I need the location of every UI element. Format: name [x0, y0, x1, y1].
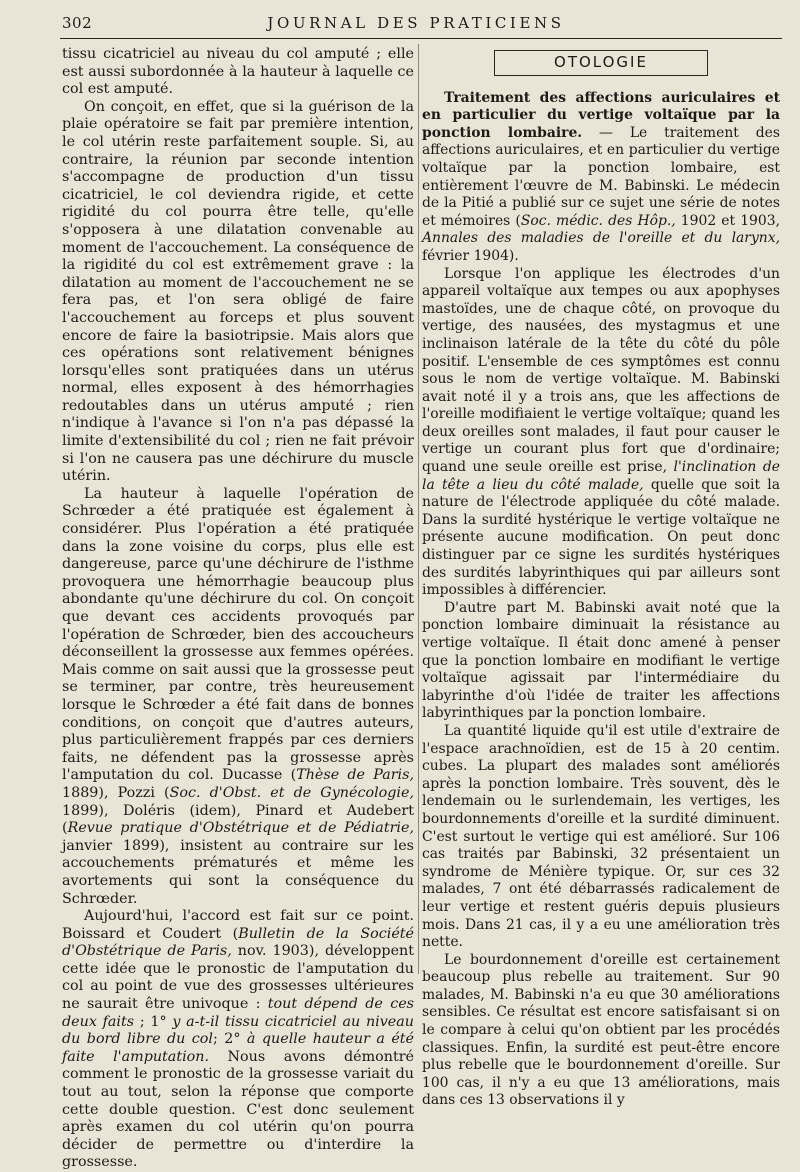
- paragraph-text: janvier 1899), insistent au contraire sur les accouchements prématurés et même les avortements qui sont la conséquence du Schrœder.: [62, 837, 414, 907]
- paragraph-text: nov. 1903), développent cette idée que le pronostic de l'amputation du col au point de vue des grossesses ultérieures ne saurait être univoque :: [62, 943, 414, 1013]
- paragraph: tissu cicatriciel au niveau du col amputé ; elle est aussi subordonnée à la hauteur à laquelle ce col est amputé.: [62, 46, 414, 98]
- paragraph-text: La hauteur à laquelle l'opération de Schrœder a été pratiquée est également à considérer. Plus l'opération a été pratiquée dans la zone voisine du corps, plus elle est dangereuse, parce qu'une déchirure de l'isthme provoquera une hémorrhagie beaucoup plus abondante qu'une déchirure du col. On conçoit que devant ces accidents provoqués par l'opération de Schrœder, bien des accoucheurs déconseillent la grossesse aux femmes opérées. Mais comme on sait aussi que la grossesse peut se terminer, par contre, très heureusement lorsque le Schrœder a été fait dans de bonnes conditions, on conçoit que d'autres auteurs, plus particulièrement frappés par ces derniers faits, ne défendent pas la grossesse après l'amputation du col. Ducasse (: [62, 485, 414, 784]
- paragraph-text: Nous avons démontré comment le pronostic de la grossesse variait du tout au tout, selon la réponse que comporte cette double question. C'est donc seulement après examen du col utérin qu'on pourra décider de permettre ou d'interdire la grossesse.: [62, 1048, 415, 1171]
- page-number: 302: [62, 14, 93, 32]
- citation: Soc. médic. des Hôp.,: [520, 212, 676, 229]
- paragraph: [422, 266, 780, 600]
- citation: Thèse de Paris,: [296, 767, 415, 784]
- citation: Annales des maladies de l'oreille et du larynx,: [422, 230, 780, 247]
- left-column: [62, 46, 414, 1172]
- section-heading: OTOLOGIE: [494, 50, 708, 76]
- paragraph-text: 1889), Pozzi (: [62, 784, 170, 801]
- emphasis: tout dépend de ces deux faits: [62, 996, 414, 1030]
- paragraph-text: — Le traitement des affections auriculaires, et en particulier du vertige voltaïque par la ponction lombaire, est entièrement l'œuvre de M. Babinski. Le médecin de la Pitié a publié sur ce sujet une série de notes et mémoires (: [422, 124, 780, 229]
- paragraph-text: ; 2°: [212, 1031, 247, 1048]
- paragraph-text: 1899), Doléris (idem), Pinard et Audebert (: [62, 802, 414, 837]
- citation: Revue pratique d'Obstétrique et de Pédiatrie,: [67, 820, 414, 837]
- emphasis: y a-t-il tissu cicatriciel au niveau du bord libre du col: [62, 1013, 414, 1048]
- paragraph: [422, 90, 780, 266]
- citation: Soc. d'Obst. et de Gynécologie,: [169, 784, 414, 801]
- paragraph: On conçoit, en effet, que si la guérison de la plaie opératoire se fait par première intention, le col utérin reste parfaitement souple. Si, au contraire, la réunion par seconde intention s'accompagne de production d'un tissu cicatriciel, le col deviendra rigide, et cette rigidité du col pourra être telle, qu'elle s'opposera à une dilatation convenable au moment de l'accouchement. La conséquence de la rigidité du col est extrêmement grave : la dilatation au moment de l'accouchement ne se fera pas, et l'on sera obligé de faire l'accouchement au forceps et plus souvent encore de faire la basiotripsie. Mais alors que ces opérations sont relativement bénignes lorsqu'elles sont pratiquées dans un utérus normal, elles exposent à des hémorrhagies redoutables dans un utérus amputé ; rien n'indique à l'avance si l'on n'a pas dépassé la limite d'extensibilité du col ; rien ne fait prévoir si l'on ne causera pas une déchirure du muscle utérin.: [62, 98, 414, 485]
- emphasis: l'inclination de la tête a lieu du côté malade,: [422, 459, 780, 493]
- paragraph-text: février 1904).: [422, 247, 519, 264]
- paragraph: [62, 486, 414, 908]
- paragraph-text: 1902 et 1903,: [675, 212, 780, 229]
- running-head: [62, 10, 770, 36]
- paragraph-text: quelle que soit la nature de l'électrode appliquée du côté malade. Dans la surdité hystérique le vertige voltaïque ne présente aucune modification. On peut donc distinguer par ce signe les surdités hystériques des surdités labyrinthiques qui par ailleurs sont impossibles à différencier.: [422, 476, 780, 599]
- article-title: Traitement des affections auriculaires et en particulier du vertige voltaïque par la ponction lombaire.: [422, 89, 780, 141]
- paragraph: La quantité liquide qu'il est utile d'extraire de l'espace arachnoïdien, est de 15 à 20 centim. cubes. La plupart des malades sont améliorés après la ponction lombaire. Très souvent, dès le lendemain ou le surlendemain, les vertiges, les bourdonnements d'oreille et la surdité diminuent. C'est surtout le vertige qui est amélioré. Sur 106 cas traités par Babinski, 32 présentaient un syndrome de Ménière typique. Or, sur ces 32 malades, 7 ont été débarrassés radicalement de leur vertige et restent guéris depuis plusieurs mois. Dans 21 cas, il y a eu une amélioration très nette.: [422, 722, 780, 951]
- paragraph-text: Lorsque l'on applique les électrodes d'un appareil voltaïque aux tempes ou aux apophyses mastoïdes, une de chaque côté, on provoque du vertige, des nausées, des mystagmus et une inclinaison latérale de la tête du côté du pôle positif. L'ensemble de ces symptômes est connu sous le nom de vertige voltaïque. M. Babinski avait noté il y a trois ans, que les affections de l'oreille modifiaient le vertige voltaïque; quand les deux oreilles sont malades, il faut pour causer le vertige un courant plus fort que d'ordinaire; quand une seule oreille est prise,: [422, 265, 780, 476]
- right-column: [422, 46, 780, 1110]
- header-rule: [60, 38, 782, 39]
- emphasis: à quelle hauteur a été faite l'amputation.: [62, 1031, 414, 1065]
- column-divider: [418, 44, 419, 974]
- citation: Bulletin de la Société d'Obstétrique de Paris,: [62, 925, 415, 960]
- paragraph-text: ; 1°: [134, 1013, 173, 1030]
- paragraph: Le bourdonnement d'oreille est certainement beaucoup plus rebelle au traitement. Sur 90 malades, M. Babinski n'a eu que 30 améliorations sensibles. Ce résultat est encore satisfaisant si on le compare à celui qu'on obtient par les procédés classiques. Enfin, la surdité est peut-être encore plus rebelle que le bourdonnement d'oreille. Sur 100 cas, il n'y a eu que 13 améliorations, mais dans ces 13 observations il y: [422, 951, 780, 1109]
- paragraph: [62, 908, 414, 1172]
- paragraph-text: Aujourd'hui, l'accord est fait sur ce point. Boissard et Coudert (: [62, 908, 414, 942]
- journal-title: JOURNAL DES PRATICIENS: [267, 14, 565, 32]
- paragraph: D'autre part M. Babinski avait noté que la ponction lombaire diminuait la résistance au vertige voltaïque. Il était donc amené à penser que la ponction lombaire en modifiant le vertige voltaïque agissait par l'intermédiaire du labyrinthe d'où l'idée de traiter les affections labyrinthiques par la ponction lombaire.: [422, 599, 780, 722]
